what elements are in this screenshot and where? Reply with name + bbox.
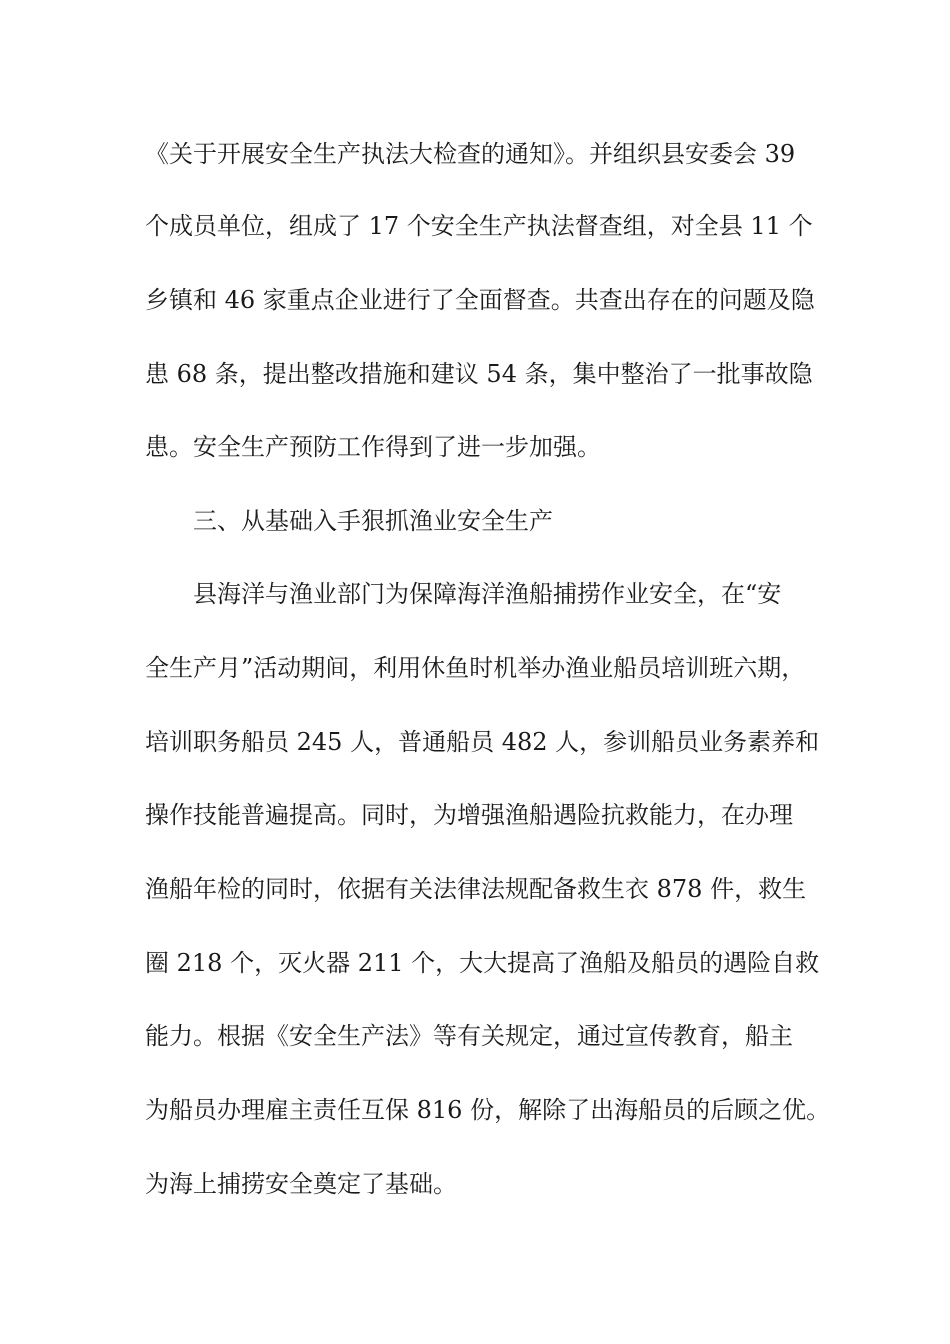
paragraph-line: 全生产月”活动期间，利用休鱼时机举办渔业船员培训班六期， — [145, 654, 806, 682]
paragraph-line: 操作技能普遍提高。同时，为增强渔船遇险抗救能力，在办理 — [145, 801, 793, 829]
paragraph-line: 个成员单位，组成了 17 个安全生产执法督查组，对全县 11 个 — [145, 212, 813, 240]
paragraph-line: 能力。根据《安全生产法》等有关规定，通过宣传教育，船主 — [145, 1022, 793, 1050]
paragraph-line: 为海上捕捞安全奠定了基础。 — [145, 1170, 457, 1198]
paragraph-line: 圈 218 个，灭火器 211 个，大大提高了渔船及船员的遇险自救 — [145, 949, 820, 977]
paragraph-line: 患 68 条，提出整改措施和建议 54 条，集中整治了一批事故隐 — [145, 360, 813, 388]
paragraph-line: 为船员办理雇主责任互保 816 份，解除了出海船员的后顾之优。 — [145, 1096, 831, 1124]
paragraph-line: 《关于开展安全生产执法大检查的通知》。并组织县安委会 39 — [145, 140, 796, 168]
paragraph-line: 乡镇和 46 家重点企业进行了全面督查。共查出存在的问题及隐 — [145, 286, 815, 314]
paragraph-line: 患。安全生产预防工作得到了进一步加强。 — [145, 433, 601, 461]
section-heading: 三、从基础入手狠抓渔业安全生产 — [193, 507, 553, 535]
paragraph-line: 县海洋与渔业部门为保障海洋渔船捕捞作业安全，在“安 — [193, 580, 782, 608]
paragraph-line: 培训职务船员 245 人，普通船员 482 人，参训船员业务素养和 — [145, 728, 820, 756]
paragraph-line: 渔船年检的同时，依据有关法律法规配备救生衣 878 件，救生 — [145, 875, 807, 903]
